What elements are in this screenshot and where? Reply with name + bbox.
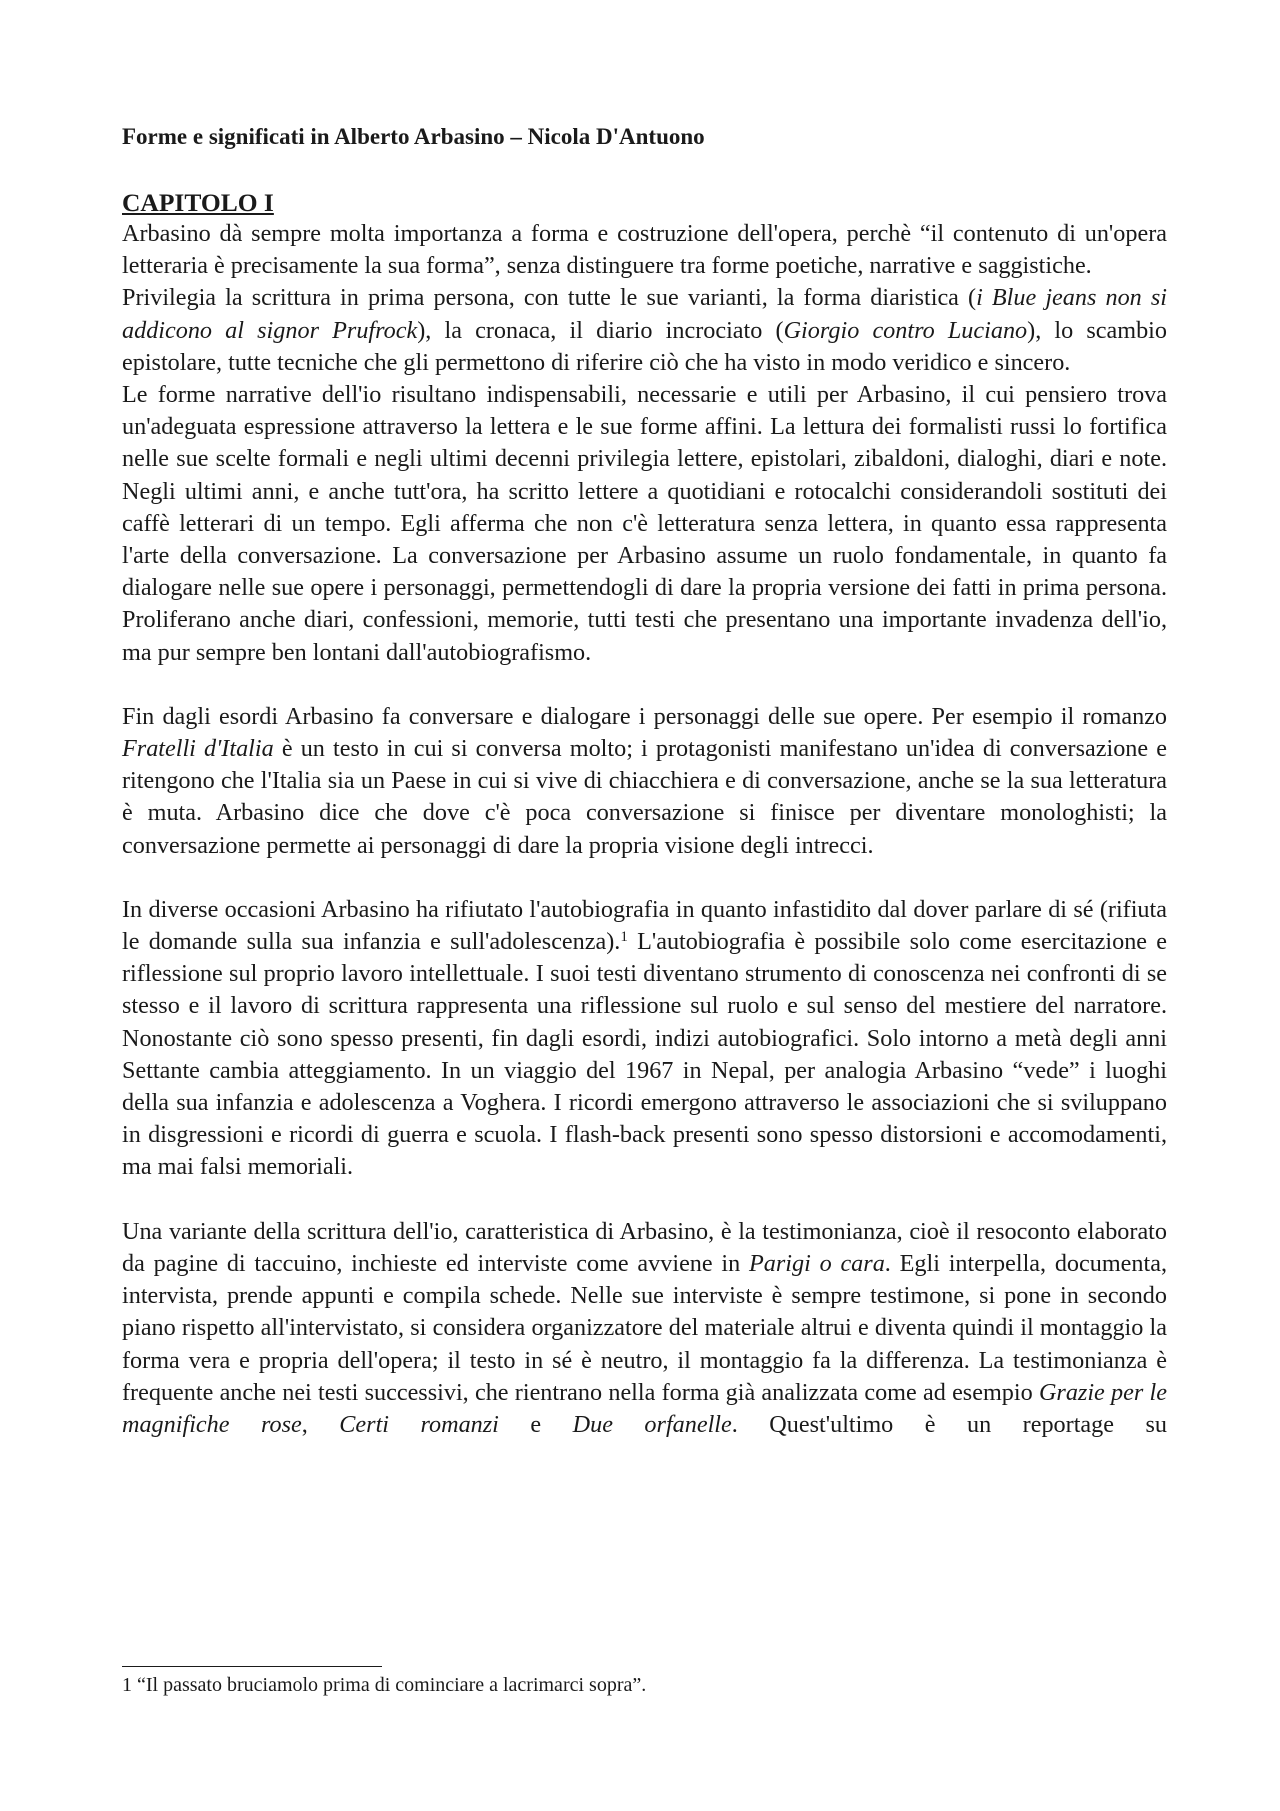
document-body	[122, 218, 1167, 1441]
italic-title-certi-romanzi: Certi romanzi	[339, 1410, 499, 1438]
paragraph-1: Arbasino dà sempre molta importanza a forma e costruzione dell'opera, perchè “il contenuto di un'opera letteraria è precisamente la sua forma”, senza distinguere tra forme poetiche, narrative e saggistiche.	[122, 220, 1167, 280]
paragraph-5	[122, 894, 1167, 1184]
paragraph-4	[122, 701, 1167, 862]
italic-title-parigi-o-cara: Parigi o cara	[749, 1249, 885, 1277]
paragraph-6-text-a: Una variante della scrittura dell'io, caratteristica di Arbasino, è la testimonianza, cioè il resoconto elaborato da pagine di taccuino, inchieste ed interviste come avviene in	[122, 1217, 1167, 1277]
paragraph-2-text-c: ), lo scambio epistolare, tutte tecniche che gli permettono di riferire ciò che ha visto in modo veridico e sincero.	[122, 316, 1167, 376]
chapter-heading: CAPITOLO I	[122, 188, 274, 217]
paragraph-4-text-a: Fin dagli esordi Arbasino fa conversare e dialogare i personaggi delle sue opere. Per esempio il romanzo	[122, 702, 1167, 730]
paragraph-4-text-b: è un testo in cui si conversa molto; i protagonisti manifestano un'idea di conversazione e ritengono che l'Italia sia un Paese in cui si vive di chiacchiera e di conversazione, anche se la sua letteratura è muta. Arbasino dice che dove c'è poca conversazione si finisce per diventare monologhisti; la conversazione permette ai personaggi di dare la propria visione degli intrecci.	[122, 735, 1167, 859]
italic-title-blue-jeans: i Blue jeans non si addicono al signor Prufrock	[122, 284, 1167, 344]
paragraph-5-text-a: In diverse occasioni Arbasino ha rifiutato l'autobiografia in quanto infastidito dal dover parlare di sé (rifiuta le domande sulla sua infanzia e sull'adolescenza).	[122, 895, 1167, 956]
footnote-reference[interactable]: 1	[620, 929, 628, 946]
paragraph-6-text-e: . Quest'ultimo è un reportage su	[731, 1410, 1167, 1438]
document-title: Forme e significati in Alberto Arbasino – Nicola D'Antuono	[122, 124, 705, 149]
paragraph-2-text-b: ), la cronaca, il diario incrociato (	[417, 316, 784, 344]
footnote-1	[122, 1673, 646, 1697]
paragraph-5-text-b: L'autobiografia è possibile solo come esercitazione e riflessione sul proprio lavoro intellettuale. I suoi testi diventano strumento di conoscenza nei confronti di se stesso e il lavoro di scrittura rappresenta una riflessione sul ruolo e sul senso del mestiere del narratore. Nonostante ciò sono spesso presenti, fin dagli esordi, indizi autobiografici. Solo intorno a metà degli anni Settante cambia atteggiamento. In un viaggio del 1967 in Nepal, per analogia Arbasino “vede” i luoghi della sua infanzia e adolescenza a Voghera. I ricordi emergono attraverso le associazioni che si sviluppano in disgressioni e ricordi di guerra e scuola. I flash-back presenti sono spesso distorsioni e accomodamenti, ma mai falsi memoriali.	[122, 928, 1167, 1181]
italic-title-giorgio-contro-luciano: Giorgio contro Luciano	[783, 316, 1028, 344]
italic-title-fratelli-d-italia: Fratelli d'Italia	[122, 735, 274, 763]
paragraph-6-text-b: . Egli interpella, documenta, intervista, prende appunti e compila schede. Nelle sue interviste è sempre testimone, si pone in secondo piano rispetto all'intervistato, si considera organizzatore del materiale altrui e diventa quindi il montaggio la forma vera e propria dell'opera; il testo in sé è neutro, il montaggio fa la differenza. La testimonianza è frequente anche nei testi successivi, che rientrano nella forma già analizzata come ad esempio	[122, 1249, 1168, 1406]
italic-title-due-orfanelle: Due orfanelle	[572, 1410, 732, 1438]
footnote-separator	[122, 1666, 382, 1667]
paragraph-6-text-c: ,	[301, 1410, 340, 1438]
paragraph-3: Le forme narrative dell'io risultano indispensabili, necessarie e utili per Arbasino, il cui pensiero trova un'adeguata espressione attraverso la lettera e le sue forme affini. La lettura dei formalisti russi lo fortifica nelle sue scelte formali e negli ultimi decenni privilegia lettere, epistolari, zibaldoni, dialoghi, diari e note. Negli ultimi anni, e anche tutt'ora, ha scritto lettere a quotidiani e rotocalchi considerandoli sostituti dei caffè letterari di un tempo. Egli afferma che non c'è letteratura senza lettera, in quanto essa rappresenta l'arte della conversazione. La conversazione per Arbasino assume un ruolo fondamentale, in quanto fa dialogare nelle sue opere i personaggi, permettendogli di dare la propria versione dei fatti in prima persona. Proliferano anche diari, confessioni, memorie, tutti testi che presentano una importante invadenza dell'io, ma pur sempre ben lontani dall'autobiografismo.	[122, 381, 1167, 666]
paragraph-2	[122, 282, 1167, 379]
footnote-text: “Il passato bruciamolo prima di cominciare a lacrimarci sopra”.	[132, 1674, 647, 1696]
paragraph-2-text-a: Privilegia la scrittura in prima persona, con tutte le sue varianti, la forma diaristica (	[122, 284, 977, 312]
footnote-number: 1	[122, 1674, 132, 1696]
italic-title-grazie-per-le-magnifiche-rose: Grazie per le magnifiche rose	[122, 1378, 1168, 1438]
paragraph-6-text-d: e	[498, 1410, 573, 1438]
paragraph-6	[122, 1216, 1167, 1441]
